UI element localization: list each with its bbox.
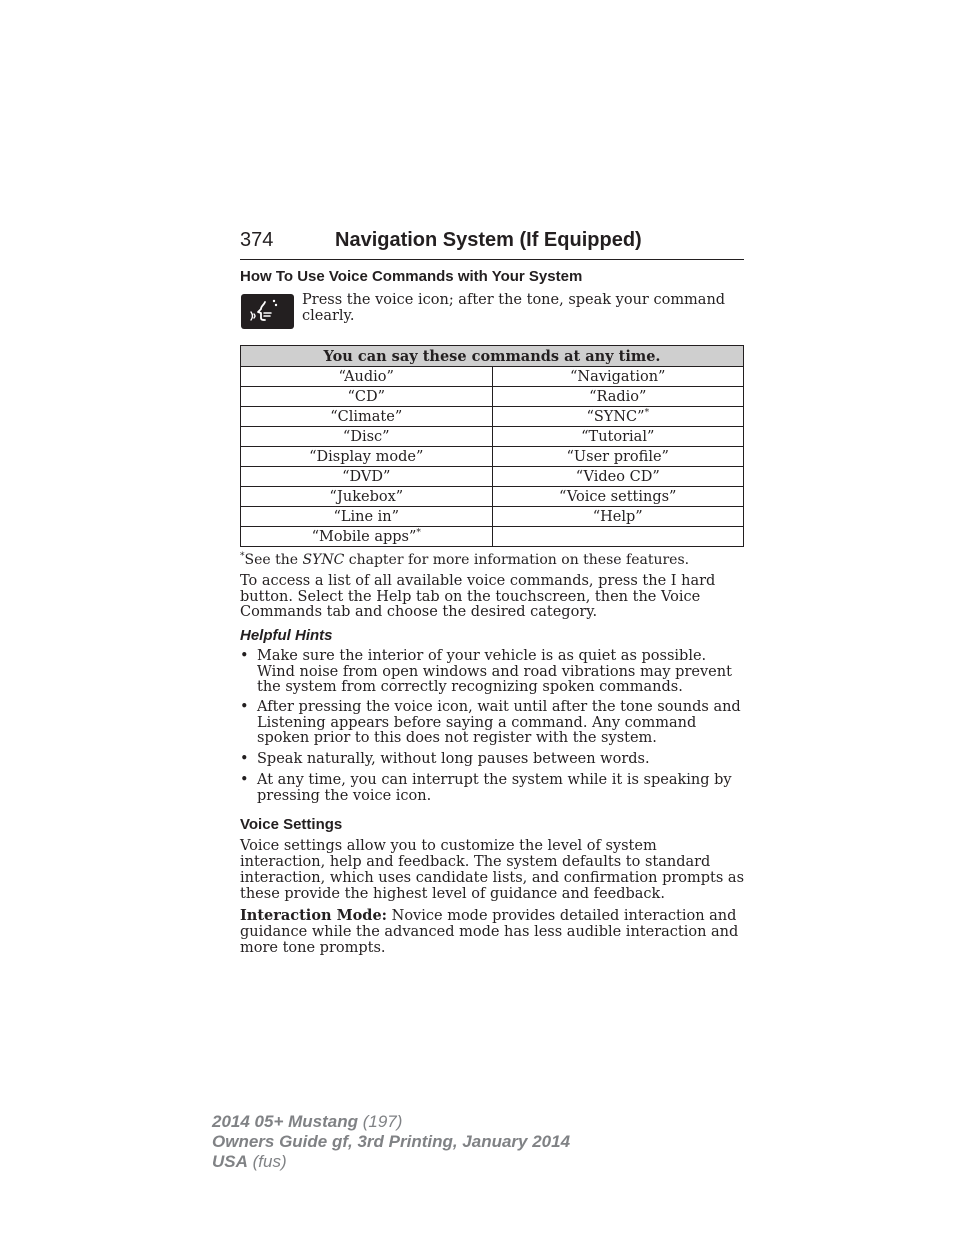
access-commands-paragraph: To access a list of all available voice commands, press the I hard button. Select the Help tab on the touchscreen, then the Voice Commands tab and choose the desired category. [240,573,716,620]
page-header [240,229,744,260]
command-text: “Video CD” [575,468,660,485]
command-cell [241,487,493,507]
command-text: “Tutorial” [581,428,655,445]
command-cell [492,507,744,527]
interaction-mode-label: Interaction Mode: [240,907,388,924]
command-cell [241,447,493,467]
hint-text: Speak naturally, without long pauses between words. [257,751,650,767]
voice-commands-heading: How To Use Voice Commands with Your System [240,268,583,285]
footer-line-guide: Owners Guide gf, 3rd Printing, January 2014 [212,1132,571,1151]
command-text: “Display mode” [309,448,424,465]
command-cell [492,527,744,547]
command-cell [241,407,493,427]
commands-table [240,345,744,547]
hint-text: At any time, you can interrupt the system while it is speaking by pressing the voice icon. [257,772,732,804]
footnote-text-after: chapter for more information on these features. [344,552,690,568]
command-cell [492,447,744,467]
footer-region-code: (fus) [247,1152,287,1171]
table-row [241,427,744,447]
footer-line-model [212,1112,570,1132]
table-row [241,367,744,387]
bullet-symbol: • [240,648,249,664]
footer-model-code: (197) [358,1112,403,1131]
bullet-symbol: • [240,699,249,715]
command-text: “Mobile apps” [311,528,417,545]
command-text: “CD” [347,388,386,405]
hint-list-item [240,773,744,804]
command-text: “Climate” [330,408,403,425]
table-row [241,447,744,467]
table-row [241,487,744,507]
table-row [241,507,744,527]
command-cell [492,487,744,507]
command-cell [241,507,493,527]
footnote-emphasis: SYNC [302,552,345,568]
command-text: “Jukebox” [329,488,404,505]
footnote-marker: * [644,407,650,418]
hint-list-item [240,649,744,696]
footnote-text-before: See the [244,552,303,568]
command-cell [492,387,744,407]
command-text: “DVD” [342,468,391,485]
command-cell [241,467,493,487]
interaction-mode-paragraph [240,908,744,956]
voice-settings-paragraph: Voice settings allow you to customize the level of system interaction, help and feedback. The system defaults to standard interaction, which uses candidate lists, and confirmation prompts as these provide the highest level of guidance and feedback. [240,838,745,902]
command-text: “Navigation” [570,368,666,385]
bullet-symbol: • [240,772,249,788]
hint-list-item [240,700,744,747]
table-row [241,527,744,547]
footnote [240,552,689,568]
command-cell [241,387,493,407]
command-text: “SYNC” [586,408,645,425]
command-cell [241,427,493,447]
command-text: “User profile” [566,448,669,465]
interaction-mode-text: Novice mode provides detailed interaction and guidance while the advanced mode has less audible interaction and more tone prompts. [240,908,739,956]
command-cell [492,427,744,447]
commands-table-body [241,367,744,547]
footnote-mark: * [240,551,245,562]
footer-line-region [212,1152,570,1172]
command-cell [492,367,744,387]
page-title: Navigation System (If Equipped) [335,229,642,251]
hint-list-item [240,752,744,768]
table-row [241,387,744,407]
voice-settings-heading: Voice Settings [240,816,343,833]
page-number: 374 [240,229,274,251]
command-cell [492,407,744,427]
helpful-hints-heading: Helpful Hints [240,627,333,644]
hint-text: After pressing the voice icon, wait until after the tone sounds and Listening appears before saying a command. Any command spoken prior to this does not register with the system. [257,699,741,746]
hint-text: Make sure the interior of your vehicle is as quiet as possible. Wind noise from open windows and road vibrations may prevent the system from correctly recognizing spoken commands. [257,648,732,695]
footer-region: USA [212,1152,248,1171]
command-text: “Radio” [589,388,647,405]
command-text: “Audio” [338,368,394,385]
command-cell [241,527,493,547]
footnote-marker: * [416,527,421,538]
bullet-symbol: • [240,751,249,767]
command-cell [241,367,493,387]
table-row [241,407,744,427]
command-text: “Disc” [342,428,390,445]
command-text: “Help” [592,508,643,525]
voice-instruction: Press the voice icon; after the tone, speak your command clearly. [302,292,726,324]
command-cell [492,467,744,487]
commands-table-header: You can say these commands at any time. [241,346,744,367]
command-text: “Line in” [333,508,400,525]
footer-model: 2014 05+ Mustang [212,1112,358,1131]
command-text: “Voice settings” [559,488,677,505]
table-row [241,467,744,487]
voice-command-icon [241,294,294,329]
page-footer [212,1112,570,1172]
